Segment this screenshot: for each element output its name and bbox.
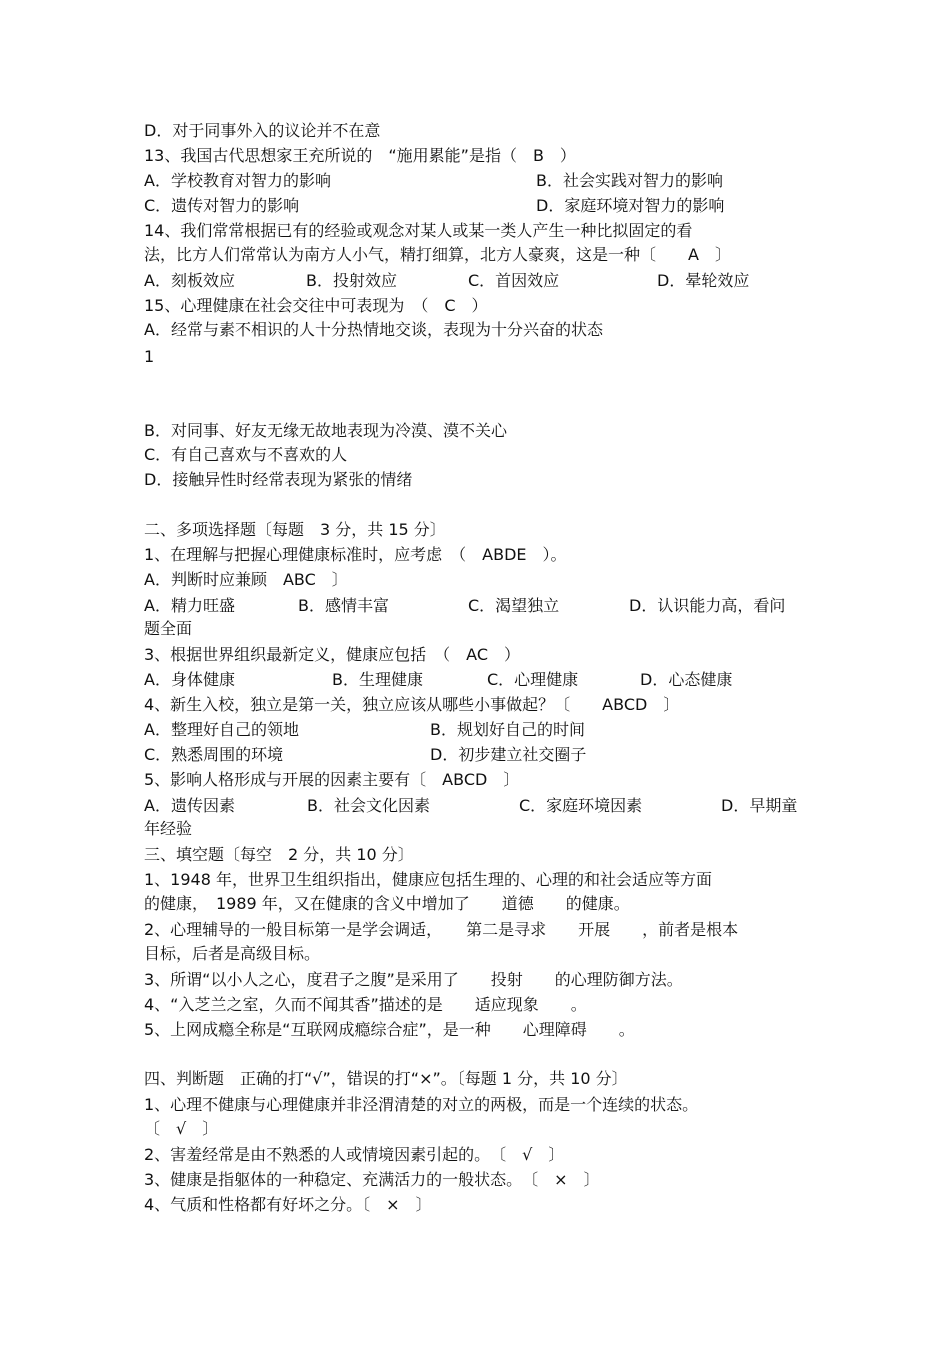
option-a: A．精力旺盛 [144, 596, 235, 615]
question-14: 14、我们常常根据已有的经验或观念对某人或某一类人产生一种比拟固定的看 [144, 221, 693, 240]
option-d: D．初步建立社交圈子 [430, 745, 587, 764]
option-b: B．对同事、好友无缘无故地表现为冷漠、漠不关心 [144, 421, 507, 440]
option-d: D．早期童 [721, 796, 798, 815]
section-heading-2: 二、多项选择题〔每题 3 分，共 15 分〕 [144, 520, 446, 539]
fill-question-2-cont: 目标，后者是高级目标。 [144, 944, 321, 963]
judge-question-3: 3、健康是指躯体的一种稳定、充满活力的一般状态。 〔 × 〕 [144, 1170, 600, 1189]
option-b: B．社会实践对智力的影响 [536, 171, 723, 190]
option-b: B．规划好自己的时间 [430, 720, 585, 739]
question-14-cont: 法，比方人们常常认为南方人小气，精打细算，北方人豪爽，这是一种〔 A 〕 [144, 245, 731, 264]
option-d: D．接触异性时经常表现为紧张的情绪 [144, 470, 413, 489]
judge-question-2: 2、害羞经常是由不熟悉的人或情境因素引起的。 〔 √ 〕 [144, 1145, 565, 1164]
section-heading-4: 四、判断题 正确的打“√”，错误的打“×”。〔每题 1 分，共 10 分〕 [144, 1069, 628, 1088]
fill-question-1: 1、1948 年，世界卫生组织指出，健康应包括生理的、心理的和社会适应等方面 [144, 870, 712, 889]
option-d-cont: 年经验 [144, 819, 193, 838]
option-line: D．对于同事外入的议论并不在意 [144, 121, 381, 140]
mc-question-4: 4、新生入校，独立是第一关，独立应该从哪些小事做起？〔 ABCD 〕 [144, 695, 680, 714]
option-d: D．认识能力高，看问 [629, 596, 786, 615]
fill-question-4: 4、“入芝兰之室，久而不闻其香”描述的是 适应现象 。 [144, 995, 587, 1014]
question-13: 13、我国古代思想家王充所说的 “施用累能”是指（ B ） [144, 146, 576, 165]
fill-question-2: 2、心理辅导的一般目标第一是学会调适， 第二是寻求 开展 ，前者是根本 [144, 920, 739, 939]
option-a: A．身体健康 [144, 670, 235, 689]
mc-question-1: 1、在理解与把握心理健康标准时，应考虑 （ ABDE ）。 [144, 545, 567, 564]
mc-question-5: 5、影响人格形成与开展的因素主要有〔 ABCD 〕 [144, 770, 520, 789]
option-b: B．投射效应 [306, 271, 397, 290]
judge-answer-1: 〔 √ 〕 [144, 1119, 219, 1138]
option-d-cont: 题全面 [144, 619, 193, 638]
fill-question-1-cont: 的健康， 1989 年，又在健康的含义中增加了 道德 的健康。 [144, 894, 630, 913]
option-b: B．社会文化因素 [307, 796, 430, 815]
mc-question-3: 3、根据世界组织最新定义，健康应包括 （ AC ） [144, 645, 521, 664]
judge-question-4: 4、气质和性格都有好坏之分。〔 × 〕 [144, 1195, 432, 1214]
option-c: C．渴望独立 [468, 596, 560, 615]
option-c: C．首因效应 [468, 271, 560, 290]
option-c: C．熟悉周围的环境 [144, 745, 284, 764]
option-c: C．家庭环境因素 [519, 796, 643, 815]
page-number: 1 [144, 347, 155, 366]
option-d: D．晕轮效应 [657, 271, 750, 290]
judge-question-1: 1、心理不健康与心理健康并非泾渭清楚的对立的两极，而是一个连续的状态。 [144, 1095, 699, 1114]
option-c: C．心理健康 [487, 670, 579, 689]
option-b: B．生理健康 [332, 670, 423, 689]
question-15: 15、心理健康在社会交往中可表现为 （ C ） [144, 296, 488, 315]
option-a: A．学校教育对智力的影响 [144, 171, 331, 190]
option-c: C．遗传对智力的影响 [144, 196, 300, 215]
option-a: A．判断时应兼顾 ABC 〕 [144, 570, 348, 589]
section-heading-3: 三、填空题〔每空 2 分，共 10 分〕 [144, 845, 414, 864]
option-d: D．家庭环境对智力的影响 [536, 196, 725, 215]
option-a: A．刻板效应 [144, 271, 235, 290]
option-c: C．有自己喜欢与不喜欢的人 [144, 445, 348, 464]
option-a: A．遗传因素 [144, 796, 235, 815]
fill-question-5: 5、上网成瘾全称是“互联网成瘾综合症”，是一种 心理障碍 。 [144, 1020, 635, 1039]
option-d: D．心态健康 [640, 670, 733, 689]
option-a: A．整理好自己的领地 [144, 720, 299, 739]
option-b: B．感情丰富 [298, 596, 389, 615]
option-a: A．经常与素不相识的人十分热情地交谈，表现为十分兴奋的状态 [144, 320, 603, 339]
fill-question-3: 3、所谓“以小人之心，度君子之腹”是采用了 投射 的心理防御方法。 [144, 970, 683, 989]
